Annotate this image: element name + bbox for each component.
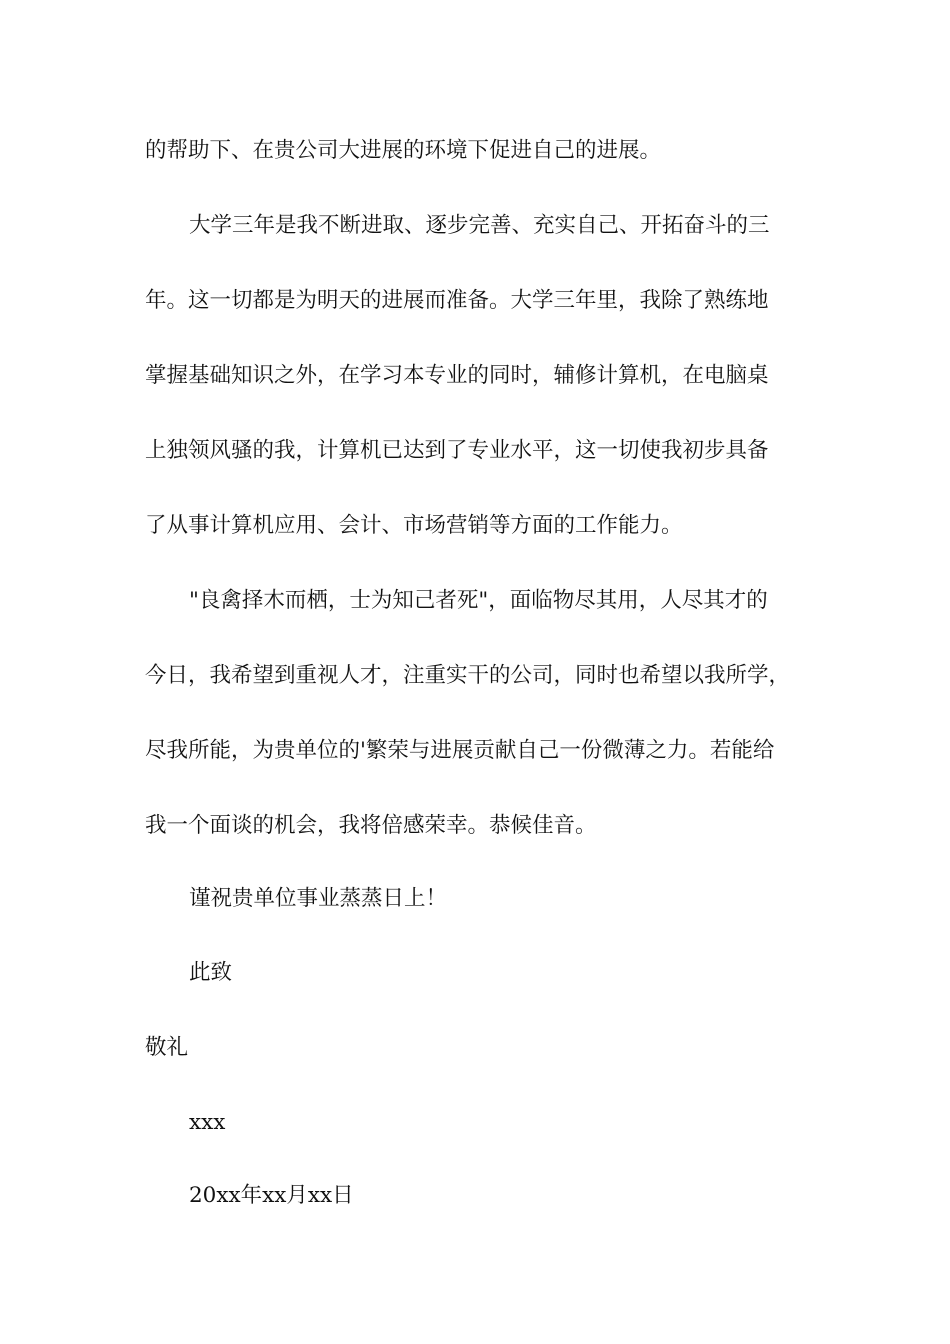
closing-salutation: 此致 [189, 960, 233, 985]
paragraph-line-1: 的帮助下、在贵公司大进展的环境下促进自己的进展。 [145, 138, 662, 163]
signature-date: 20xx年xx月xx日 [189, 1183, 354, 1208]
paragraph-line-3: 年。这一切都是为明天的进展而准备。大学三年里，我除了熟练地 [145, 288, 769, 313]
signature-name: xxx [189, 1110, 226, 1135]
paragraph-line-9: 尽我所能，为贵单位的'繁荣与进展贡献自己一份微薄之力。若能给 [145, 738, 775, 763]
closing-regards: 敬礼 [145, 1035, 189, 1060]
paragraph-line-4: 掌握基础知识之外，在学习本专业的同时，辅修计算机，在电脑桌 [145, 363, 769, 388]
paragraph-line-2: 大学三年是我不断进取、逐步完善、充实自己、开拓奋斗的三 [189, 213, 770, 238]
paragraph-line-8: 今日，我希望到重视人才，注重实干的公司，同时也希望以我所学， [145, 663, 791, 688]
paragraph-line-10: 我一个面谈的机会，我将倍感荣幸。恭候佳音。 [145, 813, 597, 838]
paragraph-line-5: 上独领风骚的我，计算机已达到了专业水平，这一切使我初步具备 [145, 438, 769, 463]
paragraph-line-7: "良禽择木而栖，士为知己者死"，面临物尽其用，人尽其才的 [189, 588, 768, 613]
paragraph-line-6: 了从事计算机应用、会计、市场营销等方面的工作能力。 [145, 513, 683, 538]
closing-wish: 谨祝贵单位事业蒸蒸日上！ [189, 886, 448, 911]
